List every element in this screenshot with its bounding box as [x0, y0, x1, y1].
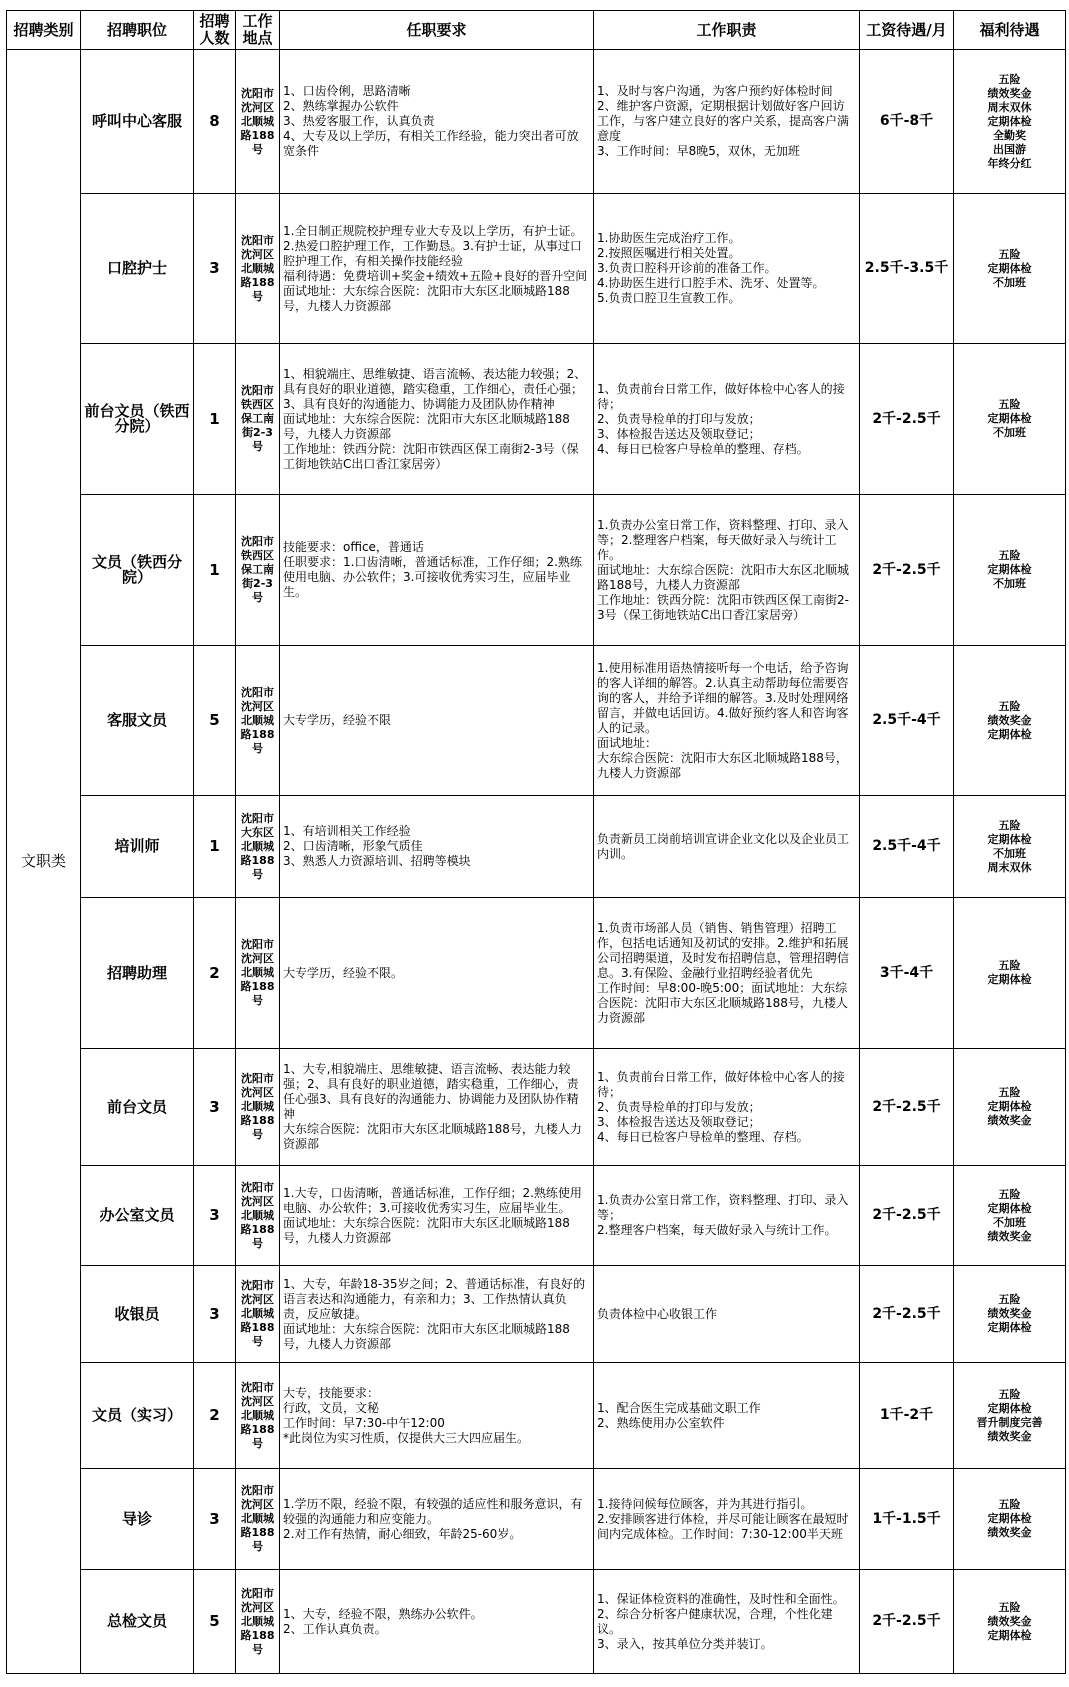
- salary-cell: 6千-8千: [860, 50, 954, 194]
- position-cell: 导诊: [81, 1469, 194, 1570]
- duties-cell: 1、保证体检资料的准确性，及时性和全面性。 2、综合分析客户健康状况，合理，个性化建议。 3、录入，按其单位分类并装订。: [594, 1570, 860, 1674]
- salary-cell: 2千-2.5千: [860, 1266, 954, 1363]
- salary-cell: 2.5千-4千: [860, 796, 954, 898]
- duties-cell: 1、负责前台日常工作，做好体检中心客人的接待； 2、负责导检单的打印与发放； 3、体检报告送达及领取登记； 4、每日已检客户导检单的整理、存档。: [594, 344, 860, 495]
- location-cell: 沈阳市大东区北顺城路188号: [236, 796, 280, 898]
- position-cell: 前台文员: [81, 1049, 194, 1166]
- table-row: [7, 898, 1066, 1049]
- header-position: 招聘职位: [81, 11, 194, 50]
- requirements-cell: 1、大专,相貌端庄、思维敏捷、语言流畅、表达能力较强；2、具有良好的职业道德，踏实稳重，工作细心，责任心强3、具有良好的沟通能力、协调能力及团队协作精神 大东综合医院：沈阳市大东区北顺城路188号，九楼人力资源部: [280, 1049, 594, 1166]
- location-cell: 沈阳市沈河区北顺城路188号: [236, 1266, 280, 1363]
- duties-cell: 1.负责市场部人员（销售、销售管理）招聘工作，包括电话通知及初试的安排。2.维护和拓展公司招聘渠道，及时发布招聘信息，管理招聘信息。3.有保险、金融行业招聘经验者优先 工作时间：早8:00-晚5:00；面试地址：大东综合医院：沈阳市大东区北顺城路188号，九楼人力资源部: [594, 898, 860, 1049]
- header-benefits: 福利待遇: [954, 11, 1066, 50]
- benefits-cell: 五险 定期体检 绩效奖金: [954, 1469, 1066, 1570]
- location-cell: 沈阳市沈河区北顺城路188号: [236, 194, 280, 344]
- requirements-cell: 1.大专，口齿清晰，普通话标准，工作仔细；2.熟练使用电脑、办公软件；3.可接收优秀实习生，应届毕业生。 面试地址：大东综合医院：沈阳市大东区北顺城路188号，九楼人力资源部: [280, 1166, 594, 1266]
- count-cell: 3: [194, 1469, 236, 1570]
- requirements-cell: 技能要求：office，普通话 任职要求：1.口齿清晰，普通话标准，工作仔细；2.熟练使用电脑、办公软件；3.可接收优秀实习生，应届毕业生。: [280, 495, 594, 646]
- benefits-cell: 五险 绩效奖金 定期体检: [954, 1570, 1066, 1674]
- location-cell: 沈阳市沈河区北顺城路188号: [236, 1469, 280, 1570]
- count-cell: 2: [194, 1363, 236, 1469]
- table-row: [7, 344, 1066, 495]
- recruitment-table: [6, 10, 1066, 1674]
- location-cell: 沈阳市沈河区北顺城路188号: [236, 898, 280, 1049]
- benefits-cell: 五险 定期体检 晋升制度完善 绩效奖金: [954, 1363, 1066, 1469]
- table-body: [7, 50, 1066, 1674]
- count-cell: 3: [194, 1266, 236, 1363]
- requirements-cell: 大专学历，经验不限。: [280, 898, 594, 1049]
- header-salary: 工资待遇/月: [860, 11, 954, 50]
- header-row: [7, 11, 1066, 50]
- duties-cell: 1、配合医生完成基础文职工作 2、熟练使用办公室软件: [594, 1363, 860, 1469]
- count-cell: 1: [194, 796, 236, 898]
- count-cell: 5: [194, 1570, 236, 1674]
- duties-cell: 负责体检中心收银工作: [594, 1266, 860, 1363]
- position-cell: 客服文员: [81, 646, 194, 796]
- position-cell: 口腔护士: [81, 194, 194, 344]
- header-count: 招聘人数: [194, 11, 236, 50]
- count-cell: 3: [194, 1049, 236, 1166]
- benefits-cell: 五险 定期体检 不加班: [954, 344, 1066, 495]
- benefits-cell: 五险 绩效奖金 定期体检: [954, 1266, 1066, 1363]
- header-location: 工作地点: [236, 11, 280, 50]
- table-row: [7, 1570, 1066, 1674]
- location-cell: 沈阳市铁西区保工南街2-3号: [236, 495, 280, 646]
- benefits-cell: 五险 定期体检 不加班: [954, 194, 1066, 344]
- position-cell: 招聘助理: [81, 898, 194, 1049]
- count-cell: 1: [194, 495, 236, 646]
- position-cell: 收银员: [81, 1266, 194, 1363]
- duties-cell: 1.负责办公室日常工作，资料整理、打印、录入等； 2.整理客户档案，每天做好录入与统计工作。: [594, 1166, 860, 1266]
- count-cell: 2: [194, 898, 236, 1049]
- duties-cell: 1、及时与客户沟通，为客户预约好体检时间 2、维护客户资源，定期根据计划做好客户回访工作，与客户建立良好的客户关系，提高客户满意度 3、工作时间：早8晚5，双休，无加班: [594, 50, 860, 194]
- location-cell: 沈阳市铁西区保工南街2-3号: [236, 344, 280, 495]
- benefits-cell: 五险 定期体检 不加班 周末双休: [954, 796, 1066, 898]
- location-cell: 沈阳市沈河区北顺城路188号: [236, 50, 280, 194]
- count-cell: 3: [194, 1166, 236, 1266]
- header-requirements: 任职要求: [280, 11, 594, 50]
- requirements-cell: 1、大专，年龄18-35岁之间；2、普通话标准，有良好的语言表达和沟通能力，有亲和力；3、工作热情认真负责，反应敏捷。 面试地址：大东综合医院：沈阳市大东区北顺城路188号，九楼人力资源部: [280, 1266, 594, 1363]
- location-cell: 沈阳市沈河区北顺城路188号: [236, 1363, 280, 1469]
- position-cell: 呼叫中心客服: [81, 50, 194, 194]
- location-cell: 沈阳市沈河区北顺城路188号: [236, 1166, 280, 1266]
- duties-cell: 负责新员工岗前培训宣讲企业文化以及企业员工内训。: [594, 796, 860, 898]
- benefits-cell: 五险 定期体检 不加班 绩效奖金: [954, 1166, 1066, 1266]
- position-cell: 文员（实习）: [81, 1363, 194, 1469]
- header-duties: 工作职责: [594, 11, 860, 50]
- table-row: [7, 1469, 1066, 1570]
- recruitment-sheet: [6, 10, 1066, 1674]
- table-row: [7, 646, 1066, 796]
- salary-cell: 2千-2.5千: [860, 344, 954, 495]
- count-cell: 5: [194, 646, 236, 796]
- requirements-cell: 大专学历，经验不限: [280, 646, 594, 796]
- location-cell: 沈阳市沈河区北顺城路188号: [236, 1049, 280, 1166]
- benefits-cell: 五险 绩效奖金 定期体检: [954, 646, 1066, 796]
- salary-cell: 3千-4千: [860, 898, 954, 1049]
- salary-cell: 1千-2千: [860, 1363, 954, 1469]
- table-row: [7, 1266, 1066, 1363]
- requirements-cell: 1.全日制正规院校护理专业大专及以上学历，有护士证。2.热爱口腔护理工作，工作勤恳。3.有护士证，从事过口腔护理工作，有相关操作技能经验 福利待遇：免费培训+奖金+绩效+五险+良好的晋升空间 面试地址：大东综合医院：沈阳市大东区北顺城路188号，九楼人力资源部: [280, 194, 594, 344]
- position-cell: 前台文员（铁西分院）: [81, 344, 194, 495]
- position-cell: 总检文员: [81, 1570, 194, 1674]
- benefits-cell: 五险 定期体检 绩效奖金: [954, 1049, 1066, 1166]
- count-cell: 3: [194, 194, 236, 344]
- table-row: [7, 796, 1066, 898]
- duties-cell: 1、负责前台日常工作，做好体检中心客人的接待； 2、负责导检单的打印与发放； 3、体检报告送达及领取登记； 4、每日已检客户导检单的整理、存档。: [594, 1049, 860, 1166]
- table-row: [7, 1166, 1066, 1266]
- position-cell: 培训师: [81, 796, 194, 898]
- benefits-cell: 五险 绩效奖金 周末双休 定期体检 全勤奖 出国游 年终分红: [954, 50, 1066, 194]
- requirements-cell: 1、相貌端庄、思维敏捷、语言流畅、表达能力较强；2、具有良好的职业道德，踏实稳重，工作细心，责任心强；3、具有良好的沟通能力、协调能力及团队协作精神 面试地址：大东综合医院：沈阳市大东区北顺城路188号，九楼人力资源部 工作地址：铁西分院：沈阳市铁西区保工南街2-3号（保工街地铁站C出口香江家居旁）: [280, 344, 594, 495]
- salary-cell: 1千-1.5千: [860, 1469, 954, 1570]
- table-row: [7, 495, 1066, 646]
- duties-cell: 1.使用标准用语热情接听每一个电话，给予咨询的客人详细的解答。2.认真主动帮助每位需要咨询的客人，并给予详细的解答。3.及时处理网络留言，并做电话回访。4.做好预约客人和咨询客人的记录。 面试地址： 大东综合医院：沈阳市大东区北顺城路188号，九楼人力资源部: [594, 646, 860, 796]
- position-cell: 办公室文员: [81, 1166, 194, 1266]
- location-cell: 沈阳市沈河区北顺城路188号: [236, 1570, 280, 1674]
- table-row: [7, 50, 1066, 194]
- salary-cell: 2千-2.5千: [860, 495, 954, 646]
- salary-cell: 2千-2.5千: [860, 1049, 954, 1166]
- benefits-cell: 五险 定期体检 不加班: [954, 495, 1066, 646]
- category-cell: 文职类: [7, 50, 81, 1674]
- table-row: [7, 1049, 1066, 1166]
- count-cell: 1: [194, 344, 236, 495]
- requirements-cell: 大专，技能要求： 行政，文员，文秘 工作时间：早7:30-中午12:00 *此岗位为实习性质，仅提供大三大四应届生。: [280, 1363, 594, 1469]
- location-cell: 沈阳市沈河区北顺城路188号: [236, 646, 280, 796]
- requirements-cell: 1、大专，经验不限，熟练办公软件。 2、工作认真负责。: [280, 1570, 594, 1674]
- duties-cell: 1.接待问候每位顾客，并为其进行指引。 2.安排顾客进行体检，并尽可能让顾客在最短时间内完成体检。工作时间：7:30-12:00半天班: [594, 1469, 860, 1570]
- requirements-cell: 1.学历不限，经验不限，有较强的适应性和服务意识，有较强的沟通能力和应变能力。 2.对工作有热情，耐心细致，年龄25-60岁。: [280, 1469, 594, 1570]
- salary-cell: 2千-2.5千: [860, 1166, 954, 1266]
- salary-cell: 2.5千-3.5千: [860, 194, 954, 344]
- duties-cell: 1.协助医生完成治疗工作。 2.按照医嘱进行相关处置。 3.负责口腔科开诊前的准备工作。 4.协助医生进行口腔手术、洗牙、处置等。 5.负责口腔卫生宣教工作。: [594, 194, 860, 344]
- duties-cell: 1.负责办公室日常工作，资料整理、打印、录入等；2.整理客户档案，每天做好录入与统计工作。 面试地址：大东综合医院：沈阳市大东区北顺城路188号，九楼人力资源部 工作地址：铁西分院：沈阳市铁西区保工南街2-3号（保工街地铁站C出口香江家居旁）: [594, 495, 860, 646]
- header-category: 招聘类别: [7, 11, 81, 50]
- count-cell: 8: [194, 50, 236, 194]
- requirements-cell: 1、口齿伶俐，思路清晰 2、熟练掌握办公软件 3、热爱客服工作，认真负责 4、大专及以上学历，有相关工作经验，能力突出者可放宽条件: [280, 50, 594, 194]
- salary-cell: 2千-2.5千: [860, 1570, 954, 1674]
- table-row: [7, 1363, 1066, 1469]
- benefits-cell: 五险 定期体检: [954, 898, 1066, 1049]
- table-row: [7, 194, 1066, 344]
- position-cell: 文员（铁西分院）: [81, 495, 194, 646]
- requirements-cell: 1、有培训相关工作经验 2、口齿清晰，形象气质佳 3、熟悉人力资源培训、招聘等模块: [280, 796, 594, 898]
- salary-cell: 2.5千-4千: [860, 646, 954, 796]
